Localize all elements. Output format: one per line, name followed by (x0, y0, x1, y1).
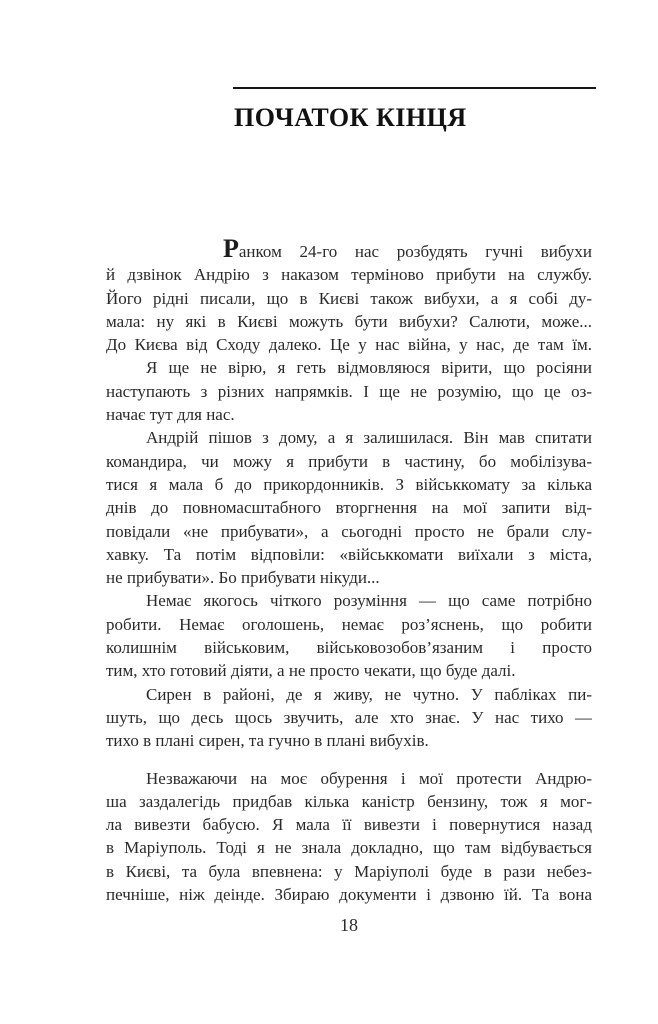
text-line: колишнім військовим, військовозобов’язаним і просто (106, 638, 592, 658)
text-line: повідали «не прибувати», а сьогодні просто не брали слу- (106, 521, 592, 541)
paragraph (106, 767, 592, 907)
text-line: начає тут для нас. (106, 405, 235, 425)
text-line: не прибувати». Бо прибувати нікуди... (106, 568, 380, 588)
text-line: командира, чи можу я прибути в частину, бо мобілізува- (106, 451, 592, 471)
text-line: ла вивезти бабусю. Я мала її вивезти і повернутися назад (106, 815, 592, 835)
text-line: тися я мала б до прикордонників. З військкомату за кілька (106, 474, 592, 494)
page-number: 18 (340, 915, 358, 935)
text-line: шуть, що десь щось звучить, але хто знає. У нас тихо — (106, 707, 592, 727)
text-line: Сирен в районі, де я живу, не чутно. У пабліках пи- (146, 684, 592, 704)
drop-cap: Р (223, 234, 239, 263)
text-line: Я ще не вірю, я геть відмовляюся вірити, що росіяни (146, 358, 592, 378)
text-line: До Києва від Сходу далеко. Це у нас війна, у нас, де там їм. (106, 335, 592, 355)
text-line: ша заздалегідь придбав кілька каністр бензину, тож я мог- (106, 791, 592, 811)
text-line: Незважаючи на моє обурення і мої протести Андрю- (146, 768, 592, 788)
chapter-title: ПОЧАТОК КІНЦЯ (234, 103, 467, 132)
text-line: мала: ну які в Києві можуть бути вибухи? Салюти, може... (106, 311, 592, 331)
text-line: Ранком 24-го нас розбудять гучні вибухи (223, 234, 592, 263)
text-line: Його рідні писали, що в Києві також вибухи, а я собі ду- (106, 288, 592, 308)
text-line: робити. Немає оголошень, немає роз’яснень, що робити (106, 614, 592, 634)
paragraph (106, 683, 592, 753)
text-line: й дзвінок Андрію з наказом терміново прибути на службу. (106, 265, 592, 285)
text-line: хавку. Та потім відповіли: «військкомати виїхали з міста, (106, 544, 592, 564)
chapter-title-rule (233, 87, 596, 89)
paragraph (106, 356, 592, 426)
text-line: днів до повномасштабного вторгнення на мої запити від- (106, 498, 592, 518)
paragraph (106, 234, 592, 356)
text-line: Немає якогось чіткого розуміння — що саме потрібно (146, 591, 592, 611)
text-line: в Маріуполь. Тоді я не знала докладно, що там відбувається (106, 838, 592, 858)
text-line: в Києві, та була впевнена: у Маріуполі буде в рази небез- (106, 861, 592, 881)
text-line: тихо в плані сирен, та гучно в плані вибухів. (106, 731, 429, 751)
text-line: печніше, ніж деінде. Збираю документи і дзвоню їй. Та вона (106, 885, 592, 905)
page-text (106, 234, 592, 906)
text-line: наступають з різних напрямків. І ще не розумію, що це оз- (106, 381, 592, 401)
paragraph (106, 589, 592, 682)
text-line: Андрій пішов з дому, а я залишилася. Він мав спитати (146, 428, 592, 448)
paragraph (106, 426, 592, 589)
text-line: тим, хто готовий діяти, а не просто чекати, що буде далі. (106, 661, 516, 681)
